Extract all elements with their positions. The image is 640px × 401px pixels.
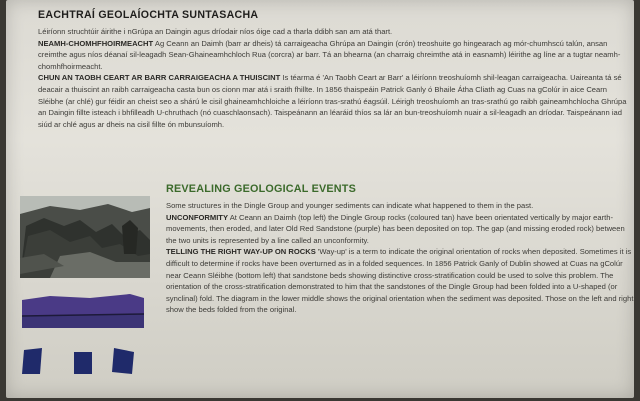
english-unconformity-text: At Ceann an Daimh (top left) the Dingle Group rocks (coloured tan) have been orientated vertically by major earth-movements, then eroded, and later Old Red Sandstone (purple) has been deposited on top. The gap (and missing eroded rock) between the two units is represented by a line called an unconformity. [166, 212, 625, 245]
irish-way-up-heading: CHUN AN TAOBH CEART AR BARR CARRAIGEACHA A THUISCINT [38, 73, 281, 83]
unconformity-diagram [20, 290, 146, 330]
irish-way-up-paragraph [38, 72, 630, 130]
irish-way-up-text: Is téarma é 'An Taobh Ceart ar Barr' a léiríonn treoshuíomh shil-leagan carraigeacha. Uaireanta tá sé deacair a thuiscint an raibh carraigeacha casta bun os cionn mar atá i sraith fhillte. In 1856 thaispeáin Patrick Ganly ó Bhaile Átha Cliath ag Cuas na gColúr in aice Cearn Sléibhe (ar chlé) gur féidir an cheist seo a shárú le cisil ghaineamhchloiche a léiríonn tras-srathú éagsúil. Léirigh treoshuíomh an tras-srathú go raibh gaineamhchlocha Ghrúpa an Daingin fillte isteach i bhfilleadh U-chruthach (nó cuaschlaonsach). Taispeánann an léaráid thíos sa lár an bun-treoshuíomh nuair a sil-leagadh an dríodar. Taispeánann iad siúd ar chlé agus ar dheis na cisil fillte ón mbunsuíomh. [38, 73, 627, 129]
english-way-up-text: 'Way-up' is a term to indicate the original orientation of rocks when deposited. Sometimes it is difficult to determine if rocks have been overturned as in a folded sequences. In 1856 Patrick Ganly of Dublin showed at Cuas na gColúr near Ceann Sléibhe (bottom left) that sandstone beds showing distinctive cross-stratification could be used to solve this problem. The orientation of the cross-stratification demonstrated to him that the sandstones of the Dingle Group had been folded into a U-shaped (or synclinal) fold. The diagram in the lower middle shows the original orientation when the sediment was deposited. Those on the left and right show the beds folded from the original. [166, 247, 634, 315]
irish-unconformity-heading: NEAMH-CHOMHFHOIRMEACHT [38, 38, 154, 48]
english-intro: Some structures in the Dingle Group and younger sediments can indicate what happened to them in the past. [166, 201, 534, 210]
english-way-up-paragraph [166, 246, 636, 316]
english-unconformity-heading: UNCONFORMITY [166, 212, 229, 222]
irish-intro: Léiríonn struchtúir áirithe i nGrúpa an Daingin agus dríodair níos óige cad a tharla ddibh san am atá thart. [38, 27, 393, 36]
way-up-fold-diagrams [20, 344, 146, 376]
irish-title: EACHTRAÍ GEOLAÍOCHTA SUNTASACHA [38, 9, 259, 21]
irish-body [38, 26, 630, 130]
coastal-cliff-photo [20, 196, 150, 278]
irish-unconformity-text: Ag Ceann an Daimh (barr ar dheis) tá carraigeacha Ghrúpa an Daingin (crón) treoshuite go hingearach ag mór-chumhscú talún, ansan creimthe agus níos déanaí sil-leagadh Sean-Ghaineamhchloch Rua (corcra) ar barr. Tá an bhearna (an charraig chreimthe atá in easnamh) léirithe ag líne ar a tugtar neamh-chomhfhoirmeacht. [38, 38, 621, 71]
english-body [166, 200, 636, 316]
english-way-up-heading: TELLING THE RIGHT WAY-UP ON ROCKS [166, 247, 316, 257]
signboard-panel [6, 0, 634, 398]
irish-unconformity-paragraph [38, 38, 630, 73]
english-title: REVEALING GEOLOGICAL EVENTS [166, 183, 356, 195]
english-unconformity-paragraph [166, 212, 636, 247]
